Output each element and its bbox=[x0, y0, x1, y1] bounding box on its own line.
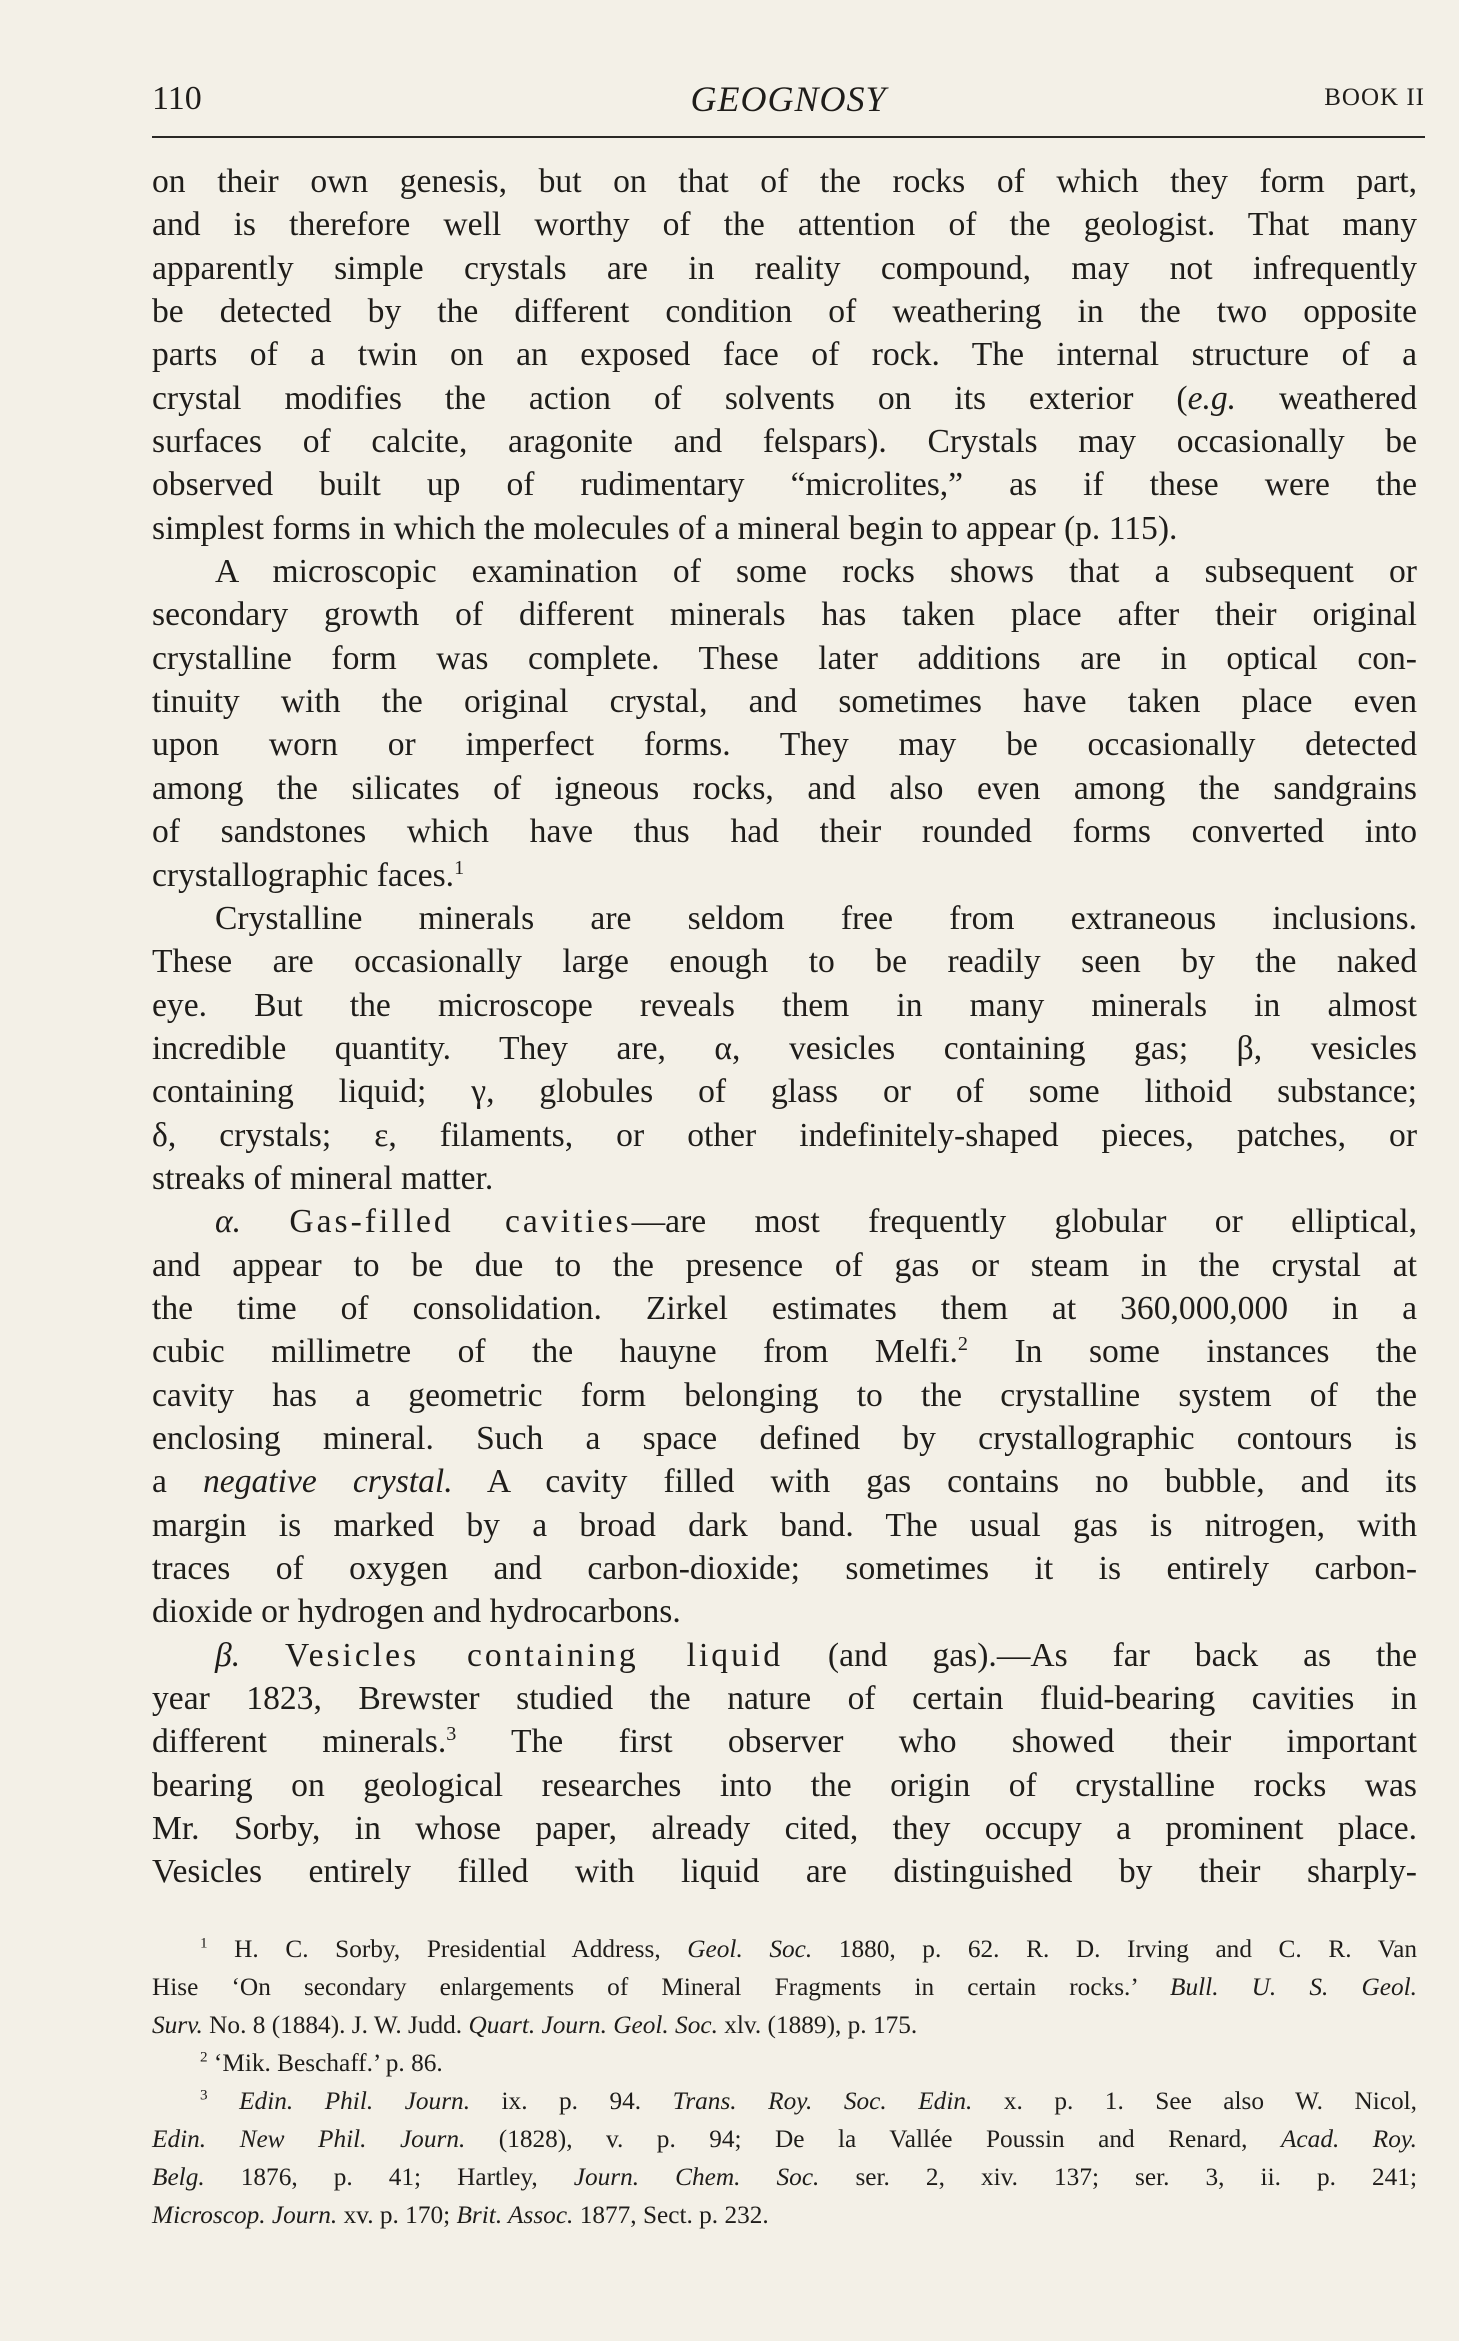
footnote-line: Microscop. Journ. xv. p. 170; Brit. Assoc. 1877, Sect. p. 232. bbox=[152, 2201, 769, 2229]
text-line: crystal modifies the action of solvents on its exterior (e.g. weathered bbox=[152, 379, 1417, 417]
text-line: Vesicles entirely filled with liquid are distinguished by their sharply- bbox=[152, 1853, 1417, 1891]
section-heading: Vesicles containing liquid bbox=[285, 1636, 783, 1674]
text-line: Mr. Sorby, in whose paper, already cited, they occupy a prominent place. bbox=[152, 1810, 1417, 1848]
footnote-ref: 3 bbox=[446, 1723, 457, 1746]
text-line: Crystalline minerals are seldom free from extraneous inclusions. bbox=[215, 899, 1417, 937]
text-line: streaks of mineral matter. bbox=[152, 1159, 494, 1197]
text-line: incredible quantity. They are, α, vesicles containing gas; β, vesicles bbox=[152, 1029, 1417, 1067]
text-line: year 1823, Brewster studied the nature of certain fluid-bearing cavities in bbox=[152, 1680, 1417, 1718]
text-line: be detected by the different condition of weathering in the two opposite bbox=[152, 293, 1417, 331]
footnote-marker: 2 bbox=[200, 2048, 208, 2066]
footnote-marker: 1 bbox=[200, 1934, 208, 1952]
text-line: containing liquid; γ, globules of glass or of some lithoid substance; bbox=[152, 1073, 1417, 1111]
text-line: apparently simple crystals are in reality compound, may not infrequently bbox=[152, 249, 1417, 287]
text-line: the time of consolidation. Zirkel estimates them at 360,000,000 in a bbox=[152, 1289, 1417, 1327]
text-line: observed built up of rudimentary “microlites,” as if these were the bbox=[152, 466, 1417, 504]
text-line: α. Gas-filled cavities—are most frequently globular or elliptical, bbox=[215, 1203, 1417, 1241]
footnote-marker: 3 bbox=[200, 2086, 208, 2104]
text-line: and appear to be due to the presence of gas or steam in the crystal at bbox=[152, 1246, 1417, 1284]
text-line: dioxide or hydrogen and hydrocarbons. bbox=[152, 1593, 681, 1631]
text-line: parts of a twin on an exposed face of rock. The internal structure of a bbox=[152, 336, 1417, 374]
body-text bbox=[152, 160, 1417, 1894]
text-line: A microscopic examination of some rocks shows that a subsequent or bbox=[215, 553, 1417, 591]
footnote-ref: 1 bbox=[454, 856, 465, 879]
footnote-line: Surv. No. 8 (1884). J. W. Judd. Quart. Journ. Geol. Soc. xlv. (1889), p. 175. bbox=[152, 2011, 918, 2039]
book-label: BOOK II bbox=[1324, 84, 1425, 111]
text-line: different minerals.$^3$ The first observer who showed their important bbox=[152, 1723, 1417, 1761]
running-title: GEOGNOSY bbox=[690, 79, 887, 119]
text-line: simplest forms in which the molecules of a mineral begin to appear (p. 115). bbox=[152, 509, 1178, 547]
page-number: 110 bbox=[152, 80, 202, 117]
section-heading: Gas-filled cavities bbox=[289, 1203, 632, 1241]
footnote-line: Hise ‘On secondary enlargements of Mineral Fragments in certain rocks.’ Bull. U. S. Geol. bbox=[152, 1973, 1417, 2001]
footnote-line: $^3$ Edin. Phil. Journ. ix. p. 94. Trans. Roy. Soc. Edin. x. p. 1. See also W. Nicol, bbox=[200, 2086, 1417, 2115]
text-line: enclosing mineral. Such a space defined by crystallographic contours is bbox=[152, 1419, 1417, 1457]
footnote-line: Edin. New Phil. Journ. (1828), v. p. 94; De la Vallée Poussin and Renard, Acad. Roy. bbox=[152, 2125, 1418, 2153]
text-line: secondary growth of different minerals has taken place after their original bbox=[152, 596, 1417, 634]
text-line: and is therefore well worthy of the attention of the geologist. That many bbox=[152, 206, 1417, 244]
footnote-line: $^2$ ‘Mik. Beschaff.’ p. 86. bbox=[200, 2048, 443, 2077]
text-line: δ, crystals; ε, filaments, or other indefinitely-shaped pieces, patches, or bbox=[152, 1116, 1417, 1154]
text-line: β. Vesicles containing liquid (and gas).—As far back as the bbox=[215, 1636, 1417, 1674]
text-line: cavity has a geometric form belonging to the crystalline system of the bbox=[152, 1376, 1417, 1414]
text-line: traces of oxygen and carbon-dioxide; sometimes it is entirely carbon- bbox=[152, 1550, 1417, 1587]
text-line: surfaces of calcite, aragonite and felspars). Crystals may occasionally be bbox=[152, 423, 1417, 461]
text-line: a negative crystal. A cavity filled with gas contains no bubble, and its bbox=[152, 1463, 1417, 1501]
text-line: on their own genesis, but on that of the rocks of which they form part, bbox=[152, 163, 1417, 200]
text-line: These are occasionally large enough to be readily seen by the naked bbox=[152, 943, 1417, 981]
text-line: crystalline form was complete. These later additions are in optical con- bbox=[152, 639, 1417, 677]
text-line: margin is marked by a broad dark band. The usual gas is nitrogen, with bbox=[152, 1506, 1417, 1544]
page-header bbox=[152, 70, 1425, 130]
text-line: crystallographic faces.$^1$ bbox=[152, 856, 465, 894]
text-line: eye. But the microscope reveals them in many minerals in almost bbox=[152, 986, 1417, 1024]
footnote-line: Belg. 1876, p. 41; Hartley, Journ. Chem. Soc. ser. 2, xiv. 137; ser. 3, ii. p. 241; bbox=[152, 2163, 1418, 2191]
text-line: among the silicates of igneous rocks, and also even among the sandgrains bbox=[152, 769, 1417, 807]
text-line: of sandstones which have thus had their rounded forms converted into bbox=[152, 813, 1417, 851]
text-line: upon worn or imperfect forms. They may be occasionally detected bbox=[152, 726, 1417, 764]
text-line: tinuity with the original crystal, and sometimes have taken place even bbox=[152, 683, 1417, 721]
footnote-ref: 2 bbox=[957, 1333, 968, 1356]
text-line: cubic millimetre of the hauyne from Melfi.$^2$ In some instances the bbox=[152, 1333, 1417, 1371]
header-rule bbox=[152, 136, 1425, 138]
footnote-line: $^1$ H. C. Sorby, Presidential Address, Geol. Soc. 1880, p. 62. R. D. Irving and C. R. Van bbox=[200, 1934, 1418, 1963]
text-line: bearing on geological researches into the origin of crystalline rocks was bbox=[152, 1766, 1417, 1804]
footnotes bbox=[152, 1930, 1417, 2234]
